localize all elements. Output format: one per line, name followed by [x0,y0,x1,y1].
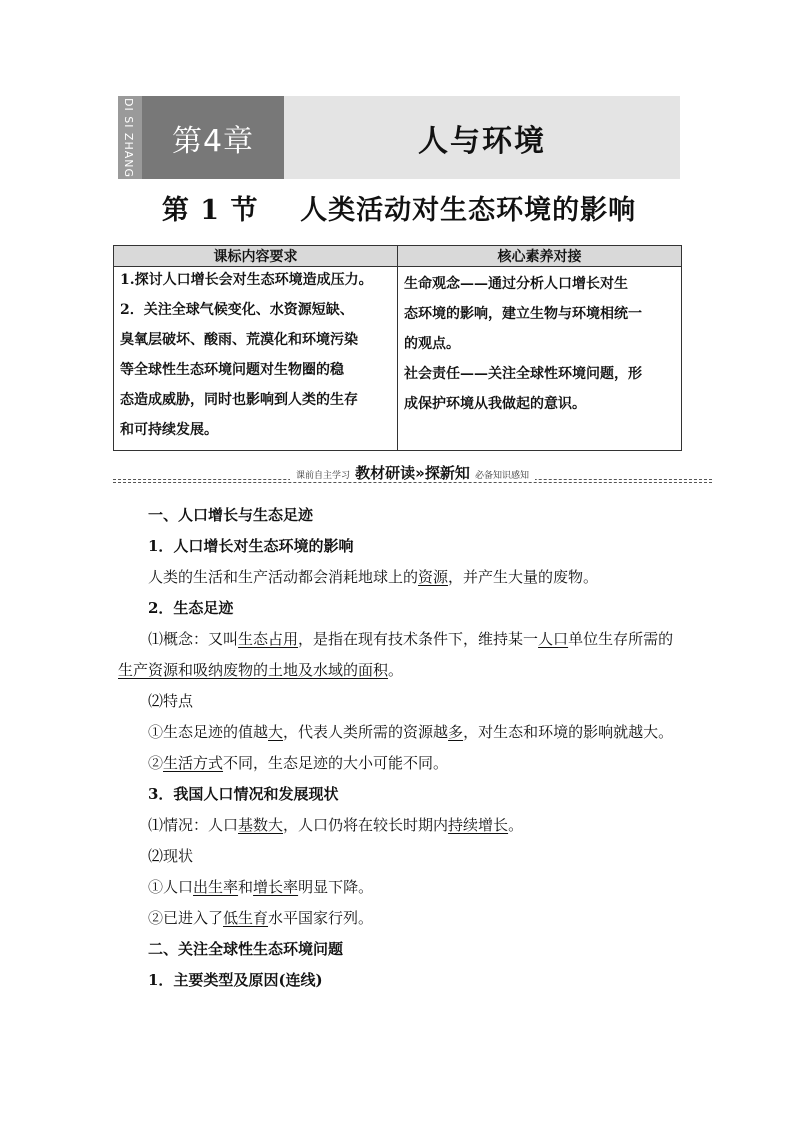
subheading: 1．主要类型及原因(连线) [148,971,323,989]
divider-left-text: 课前自主学习 [296,471,351,481]
answer-blank: 生活方式 [163,754,224,772]
answer-blank: 增长率 [253,878,299,896]
divider-center-a: 教材研读 [355,464,416,482]
table-line: 1.探讨人口增长会对生态环境造成压力。 [120,272,373,288]
paragraph: ②生活方式不同，生态足迹的大小可能不同。 [148,754,449,772]
table-line: 等全球性生态环境问题对生物圈的稳 [120,362,344,378]
paragraph: ⑴概念：又叫生态占用，是指在现有技术条件下，维持某一人口单位生存所需的生产资源和吸纳废物的土地及水域的面积。 [118,630,674,679]
table-line: 和可持续发展。 [120,422,218,438]
table-line: 臭氧层破坏、酸雨、荒漠化和环境污染 [120,332,358,348]
requirements-table [113,245,682,451]
heading-1: 一、人口增长与生态足迹 [148,506,314,524]
answer-blank: 出生率 [193,878,239,896]
answer-blank: 基数大 [238,816,284,834]
answer-blank: 低生育 [223,909,269,927]
chapter-title-area [284,96,680,179]
paragraph: ①人口出生率和增长率明显下降。 [148,878,374,896]
paragraph: ①生态足迹的值越大，代表人类所需的资源越多，对生态和环境的影响就越大。 [148,723,674,741]
table-header-right: 核心素养对接 [398,246,682,267]
chapter-vertical-strip [118,96,142,179]
chapter-label: 第4章 [171,123,255,159]
table-line: 的观点。 [404,336,460,352]
chapter-vertical-text: DI SI ZHANG [122,98,135,179]
table-header-left: 课标内容要求 [114,246,398,267]
answer-blank: 资源 [418,568,449,586]
heading-2: 二、关注全球性生态环境问题 [148,940,344,958]
table-line: 社会责任——关注全球性环境问题，形 [404,366,642,382]
paragraph: ⑵现状 [148,847,194,865]
paragraph: 人类的生活和生产活动都会消耗地球上的资源，并产生大量的废物。 [148,568,599,586]
table-line: 2．关注全球气候变化、水资源短缺、 [120,302,354,318]
answer-blank: 生产资源和吸纳废物的土地及水域的面积 [118,661,389,679]
chapter-title: 人与环境 [418,123,546,159]
paragraph: ②已进入了低生育水平国家行列。 [148,909,374,927]
divider-right-text: 必备知识感知 [474,471,529,481]
answer-blank: 人口 [538,630,569,648]
table-line: 生命观念——通过分析人口增长对生 [404,276,628,292]
paragraph: ⑵特点 [148,692,194,710]
section-title: 第 1 节 人类活动对生态环境的影响 [161,195,637,226]
table-line: 态造成威胁，同时也影响到人类的生存 [120,392,358,408]
table-cell-left [114,267,398,451]
answer-blank: 大 [268,723,284,741]
arrow-icon: » [415,464,425,482]
subheading: 1．人口增长对生态环境的影响 [148,537,354,555]
answer-blank: 生态占用 [238,630,299,648]
table-cell-right [398,267,682,451]
answer-blank: 多 [448,723,464,741]
divider-label [113,462,712,487]
divider-center-b: 探新知 [424,464,470,482]
subheading: 3．我国人口情况和发展现状 [148,785,339,803]
table-line: 态环境的影响，建立生物与环境相统一 [404,306,642,322]
section-divider [113,462,712,484]
subheading: 2．生态足迹 [148,599,234,617]
body-content [118,500,683,996]
chapter-number-box [142,96,284,179]
table-line: 成保护环境从我做起的意识。 [404,396,586,412]
paragraph: ⑴情况：人口基数大，人口仍将在较长时期内持续增长。 [148,816,524,834]
answer-blank: 持续增长 [448,816,509,834]
